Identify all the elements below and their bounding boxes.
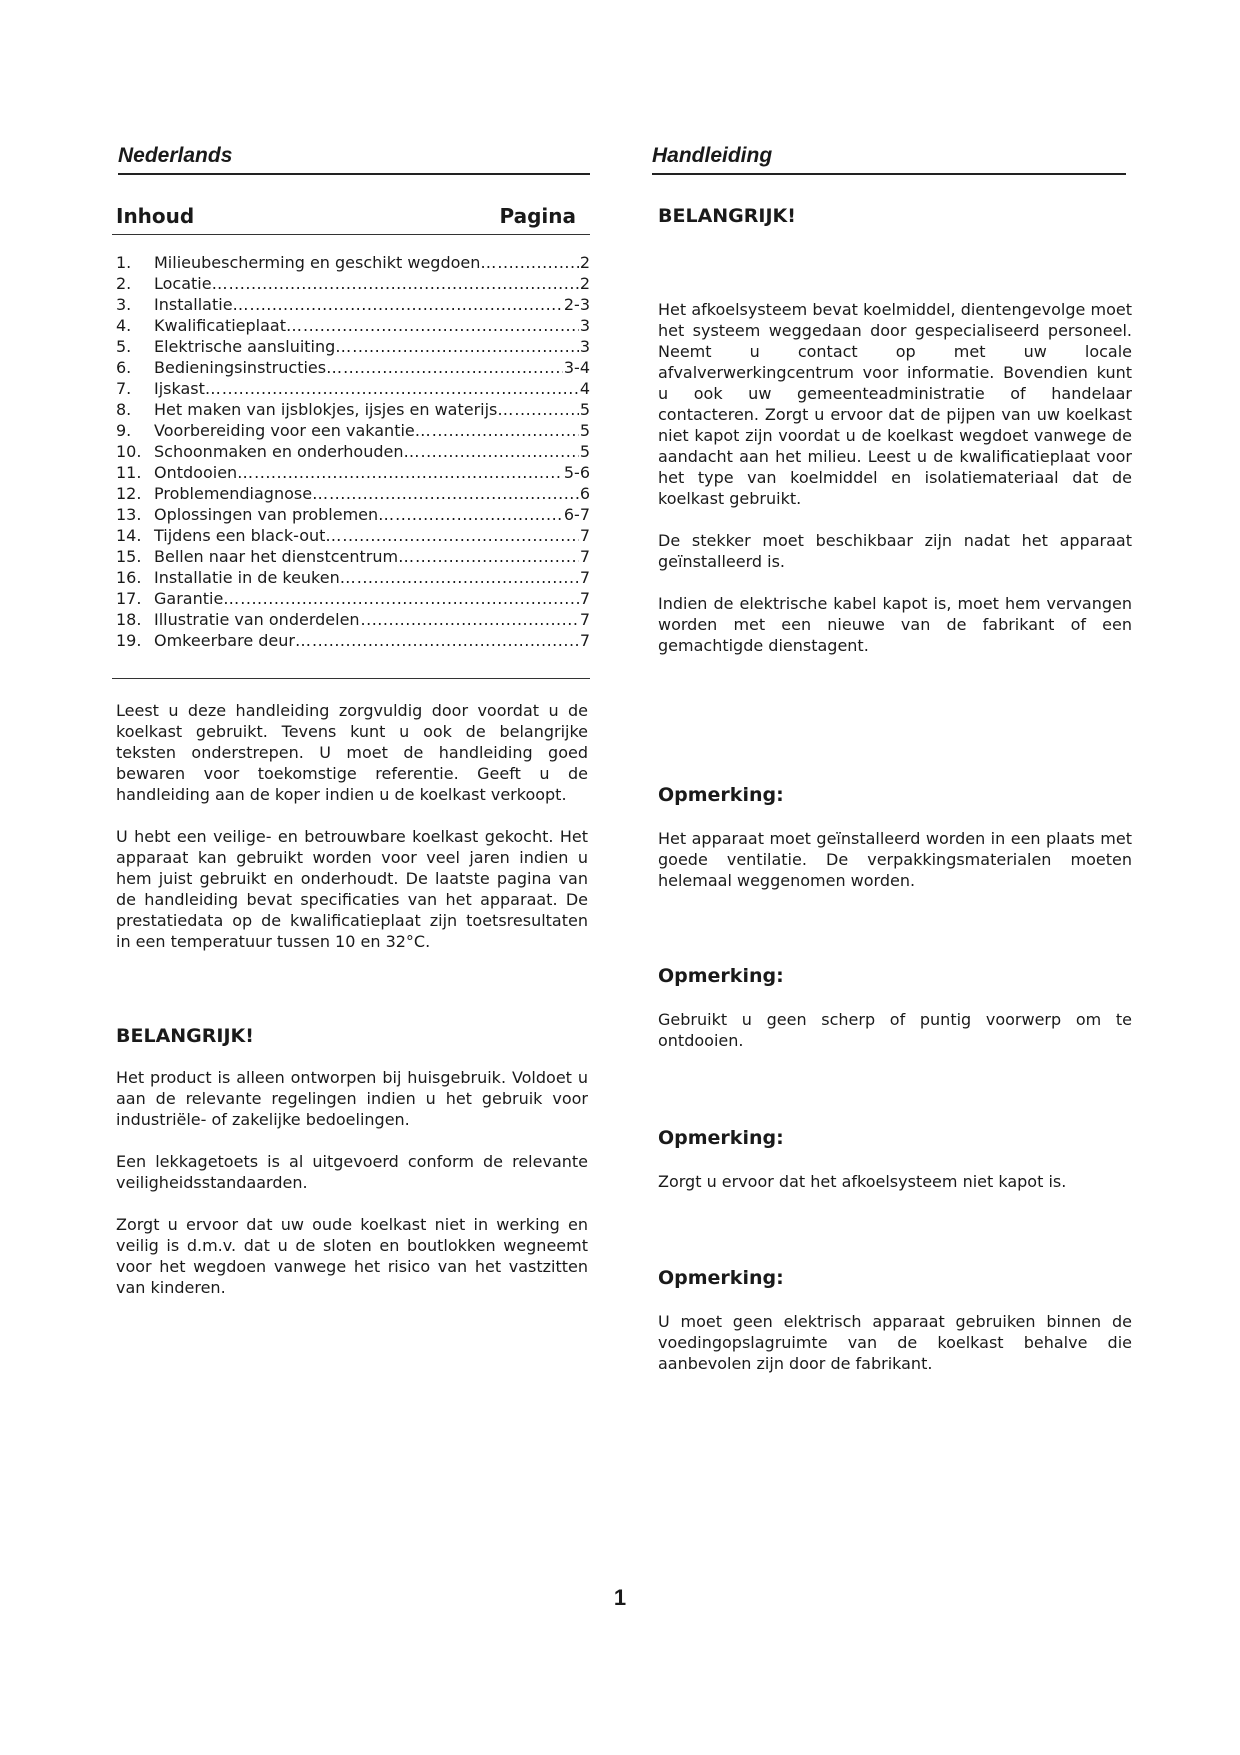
toc-leader-dots [329,483,579,504]
toc-leader-dots [352,336,579,357]
toc-page-label: Pagina [499,204,576,228]
intro-paragraph: Leest u deze handleiding zorgvuldig door voordat u de koelkast gebruikt. Tevens kunt u ook de belangrijke teksten onderstrepen. U moet de handleiding goed bewaren voor toekomstige referentie. Geeft u de handleiding aan de koper indien u de koelkast verkoopt. [116,701,588,804]
note-title: Opmerking: [658,1267,784,1289]
toc-entry [116,609,590,630]
intro-paragraph: U hebt een veilige- en betrouwbare koelkast gekocht. Het apparaat kan gebruikt worden voor veel jaren indien u hem juist gebruikt en onderhoudt. De laatste pagina van de handleiding bevat specificaties van het apparaat. De prestatiedata op de kwalificatieplaat zijn toetsresultaten in een temperatuur tussen 10 en 32°C. [116,827,588,951]
note-title: Opmerking: [658,784,784,806]
toc-entry-page: 7 [579,589,590,608]
toc-leader-dots [432,420,579,441]
page-number: 1 [613,1585,627,1610]
toc-entry-title: Omkeerbare deur… [154,631,311,650]
toc-entry [116,399,590,420]
toc-leader-dots [312,630,579,651]
header-right [652,144,1126,175]
toc-leader-dots [343,357,563,378]
toc-entry [116,504,590,525]
toc-header [112,204,590,235]
toc-entry [116,294,590,315]
left-important-paragraph: Het product is alleen ontworpen bij huisgebruik. Voldoet u aan de relevante regelingen indien u het gebruik voor industriële- of zakelijke bedoelingen. [116,1068,588,1129]
toc-leader-dots [222,378,579,399]
toc-entry-title: Bellen naar het dienstcentrum… [154,547,415,566]
note-block [658,965,1132,1072]
toc-leader-dots [361,609,579,630]
toc-entry-title: Het maken van ijsblokjes, ijsjes en waterijs… [154,400,514,419]
intro-section [116,700,588,973]
toc-entry-number: 14. [116,526,142,545]
toc-entry-page: 7 [579,526,590,545]
toc-entry [116,525,590,546]
toc-leader-dots [229,273,579,294]
right-important-paragraph: Het afkoelsysteem bevat koelmiddel, dientengevolge moet het systeem weggedaan door gespecialiseerd personeel. Neemt u contact op met uw locale afvalverwerkingcentrum voor informatie. Bovendien kunt u ook uw gemeenteadministratie of handelaar contacteren. Zorgt u ervoor dat de pijpen van uw koelkast niet kapot zijn voordat u de koelkast wegdoet vanwege de aandacht aan het milieu. Leest u de kwalificatieplaat voor het type van koelmiddel en isolatiemateriaal dat de koelkast gebruikt. [658,300,1132,508]
toc-entry-number: 1. [116,253,132,272]
left-important-title: BELANGRIJK! [116,1025,254,1047]
left-important-section [116,1025,588,1319]
toc-entry-page: 5 [579,421,590,440]
toc-entry-number: 6. [116,358,132,377]
toc-entry [116,336,590,357]
toc-entry-number: 7. [116,379,132,398]
note-text: Zorgt u ervoor dat het afkoelsysteem niet kapot is. [658,1172,1067,1191]
toc-entry-number: 11. [116,463,142,482]
toc-leader-dots [250,294,563,315]
toc-entry-title: Illustratie van onderdelen [154,610,360,629]
note-text: Het apparaat moet geïnstalleerd worden in een plaats met goede ventilatie. De verpakkingsmaterialen moeten helemaal weggenomen worden. [658,829,1132,890]
toc-entry-title: Ijskast… [154,379,221,398]
toc-entry-title: Oplossingen van problemen… [154,505,395,524]
toc-entry-title: Schoonmaken en onderhouden… [154,442,420,461]
toc-entry-page: 7 [579,568,590,587]
toc-entry-page: 4 [579,379,590,398]
toc-entry [116,273,590,294]
toc-entry-number: 18. [116,610,142,629]
toc-leader-dots [303,315,579,336]
toc-entry-page: 2-3 [563,295,590,314]
toc-entry [116,357,590,378]
toc-leader-dots [240,588,579,609]
toc-entry-number: 12. [116,484,142,503]
toc-entry-page: 2 [579,274,590,293]
toc-entry-title: Ontdooien… [154,463,254,482]
table-of-contents [112,204,590,651]
toc-entry [116,546,590,567]
toc-entry-page: 3-4 [563,358,590,377]
note-text: Gebruikt u geen scherp of puntig voorwerp om te ontdooien. [658,1010,1132,1050]
toc-leader-dots [254,462,563,483]
toc-leader-dots [497,252,578,273]
toc-entry-title: Milieubescherming en geschikt wegdoen… [154,253,497,272]
note-block [658,1127,1132,1213]
toc-entry-number: 16. [116,568,142,587]
toc-entry-title: Tijdens een black-out… [154,526,342,545]
toc-entry [116,315,590,336]
toc-entry-title: Locatie… [154,274,228,293]
toc-entry-title: Installatie… [154,295,249,314]
note-block [658,1267,1132,1395]
toc-entry [116,462,590,483]
toc-entry [116,378,590,399]
toc-entry-page: 6-7 [563,505,590,524]
right-important-title: BELANGRIJK! [658,205,796,227]
toc-entry-page: 5 [579,442,590,461]
toc-entry [116,483,590,504]
toc-entry-number: 3. [116,295,132,314]
note-title: Opmerking: [658,1127,784,1149]
toc-entry-number: 19. [116,631,142,650]
toc-entry-page: 5-6 [563,463,590,482]
note-block [658,784,1132,912]
toc-entry-page: 7 [579,547,590,566]
note-text: U moet geen elektrisch apparaat gebruiken binnen de voedingopslagruimte van de koelkast behalve die aanbevolen zijn door de fabrikant. [658,1312,1132,1373]
toc-entry [116,588,590,609]
toc-leader-dots [342,525,578,546]
header-right-text: Handleiding [652,144,773,167]
right-important-paragraph: Indien de elektrische kabel kapot is, moet hem vervangen worden met een nieuwe van de fabrikant of een gemachtigde dienstagent. [658,594,1132,655]
toc-entry-page: 3 [579,337,590,356]
toc-entry-page: 7 [579,631,590,650]
toc-entry-title: Installatie in de keuken… [154,568,356,587]
toc-entry-title: Bedieningsinstructies… [154,358,343,377]
toc-leader-dots [357,567,579,588]
toc-entry-page: 3 [579,316,590,335]
toc-entry-page: 5 [579,400,590,419]
toc-entry [116,630,590,651]
toc-leader-dots [395,504,563,525]
note-title: Opmerking: [658,965,784,987]
toc-entry [116,567,590,588]
toc-entry-title: Elektrische aansluiting… [154,337,352,356]
right-important-paragraph: De stekker moet beschikbaar zijn nadat het apparaat geïnstalleerd is. [658,531,1132,571]
toc-entry-title: Garantie… [154,589,240,608]
toc-entry-number: 10. [116,442,142,461]
toc-entry-page: 7 [579,610,590,629]
header-left [118,144,590,175]
toc-list [112,252,590,651]
toc-entry [116,420,590,441]
toc-entry-page: 6 [579,484,590,503]
toc-entry-number: 15. [116,547,142,566]
toc-entry-number: 4. [116,316,132,335]
toc-entry-page: 2 [579,253,590,272]
left-important-paragraph: Zorgt u ervoor dat uw oude koelkast niet in werking en veilig is d.m.v. dat u de sloten en boutlokken wegneemt voor het wegdoen vanwege het risico van het vastzitten van kinderen. [116,1215,588,1297]
toc-leader-dots [415,546,579,567]
toc-leader-dots [514,399,578,420]
toc-entry-title: Kwalificatieplaat… [154,316,302,335]
toc-entry-number: 9. [116,421,132,440]
toc-entry [116,252,590,273]
toc-leader-dots [420,441,578,462]
right-important-section [658,205,1132,677]
toc-entry-title: Voorbereiding voor een vakantie… [154,421,431,440]
toc-title: Inhoud [116,204,195,228]
toc-entry-number: 17. [116,589,142,608]
toc-divider [112,678,590,679]
left-important-paragraph: Een lekkagetoets is al uitgevoerd conform de relevante veiligheidsstandaarden. [116,1152,588,1192]
toc-entry-number: 8. [116,400,132,419]
toc-entry-number: 5. [116,337,132,356]
toc-entry-number: 13. [116,505,142,524]
header-left-text: Nederlands [118,144,233,167]
toc-entry-number: 2. [116,274,132,293]
toc-entry [116,441,590,462]
toc-entry-title: Problemendiagnose… [154,484,329,503]
